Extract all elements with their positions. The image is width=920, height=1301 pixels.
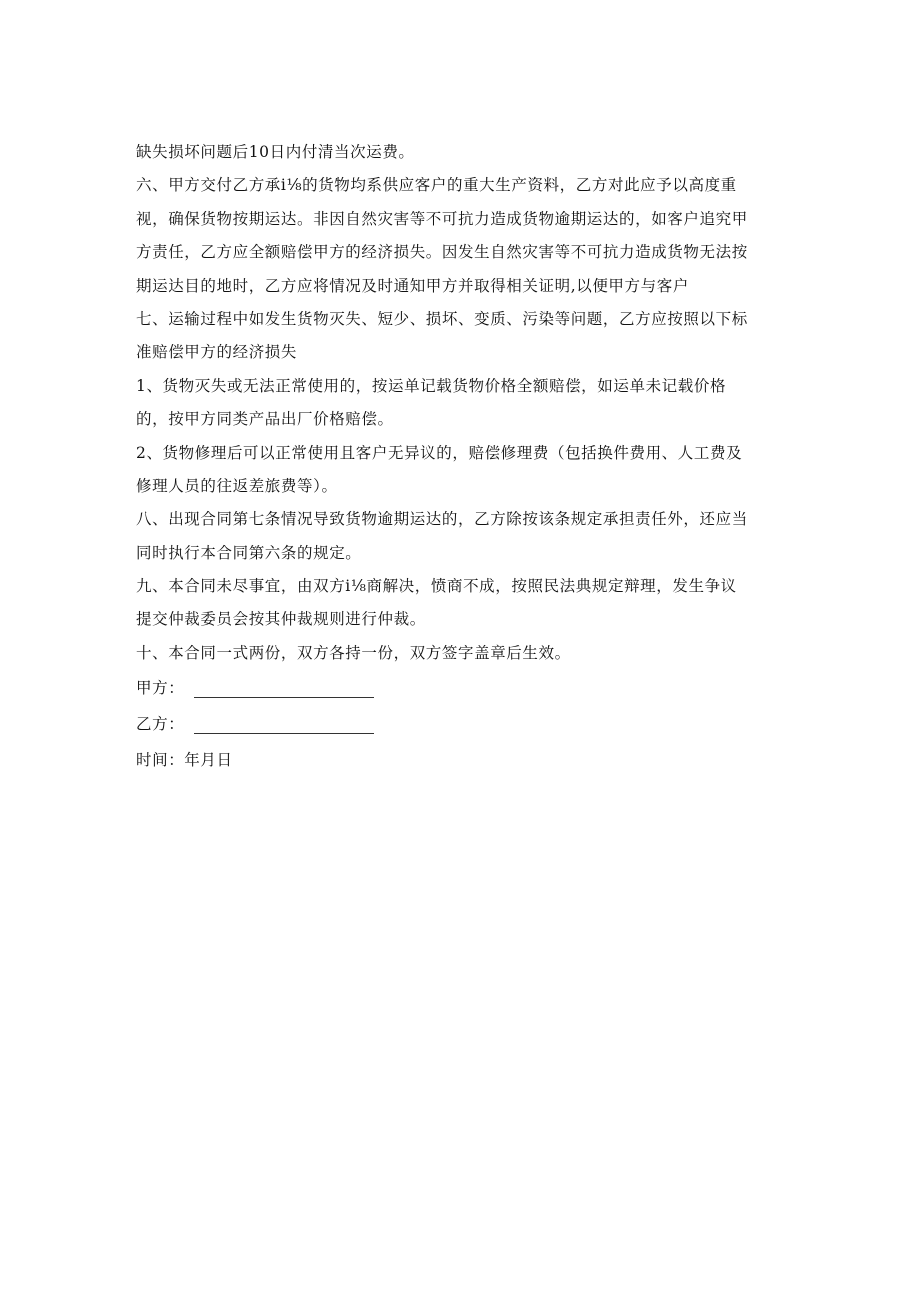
contract-line: 六、甲方交付乙方承i⅛的货物均系供应客户的重大生产资料，乙方对此应予以高度重 [136,176,737,195]
party-a-signature-row [136,670,786,706]
contract-line: 修理人员的往返差旅费等）。 [136,476,338,495]
contract-line: 八、出现合同第七条情况导致货物逾期运达的，乙方除按该条规定承担责任外，还应当 [136,510,748,529]
date-line: 时间：年月日 [136,751,233,770]
date-row [136,742,786,778]
contract-line: 2、货物修理后可以正常使用且客户无异议的，赔偿修理费（包括换件费用、人工费及 [136,443,743,462]
party-a-signature-line[interactable] [194,675,374,698]
contract-line: 准赔偿甲方的经济损失 [136,343,298,362]
contract-line: 同时执行本合同第六条的规定。 [136,543,362,562]
contract-line: 方责任，乙方应全额赔偿甲方的经济损失。因发生自然灾害等不可抗力造成货物无法按 [136,243,748,262]
party-b-signature-row [136,706,786,742]
contract-line: 的，按甲方同类产品出厂价格赔偿。 [136,410,394,429]
contract-line: 1、货物灭失或无法正常使用的，按运单记载货物价格全额赔偿，如运单未记载价格 [136,376,727,395]
party-b-label: 乙方： [136,715,185,734]
contract-line: 九、本合同未尽事宜，由双方i⅛商解决，愤商不成，按照民法典规定辩理，发生争议 [136,577,737,596]
contract-text [136,136,786,778]
contract-line: 七、运输过程中如发生货物灭失、短少、损坏、变质、污染等问题，乙方应按照以下标 [136,309,748,328]
contract-line: 提交仲裁委员会按其仲裁规则进行仲裁。 [136,610,426,629]
party-a-label: 甲方： [136,679,185,698]
contract-line: 期运达目的地时，乙方应将情况及时通知甲方并取得相关证明,以便甲方与客户 [136,276,689,295]
contract-line: 视，确保货物按期运达。非因自然灾害等不可抗力造成货物逾期运达的，如客户追究甲 [136,209,748,228]
contract-line: 缺失损坏问题后10日内付清当次运费。 [136,143,415,161]
party-b-signature-line[interactable] [194,711,374,734]
contract-line: 十、本合同一式两份，双方各持一份，双方签字盖章后生效。 [136,643,571,662]
